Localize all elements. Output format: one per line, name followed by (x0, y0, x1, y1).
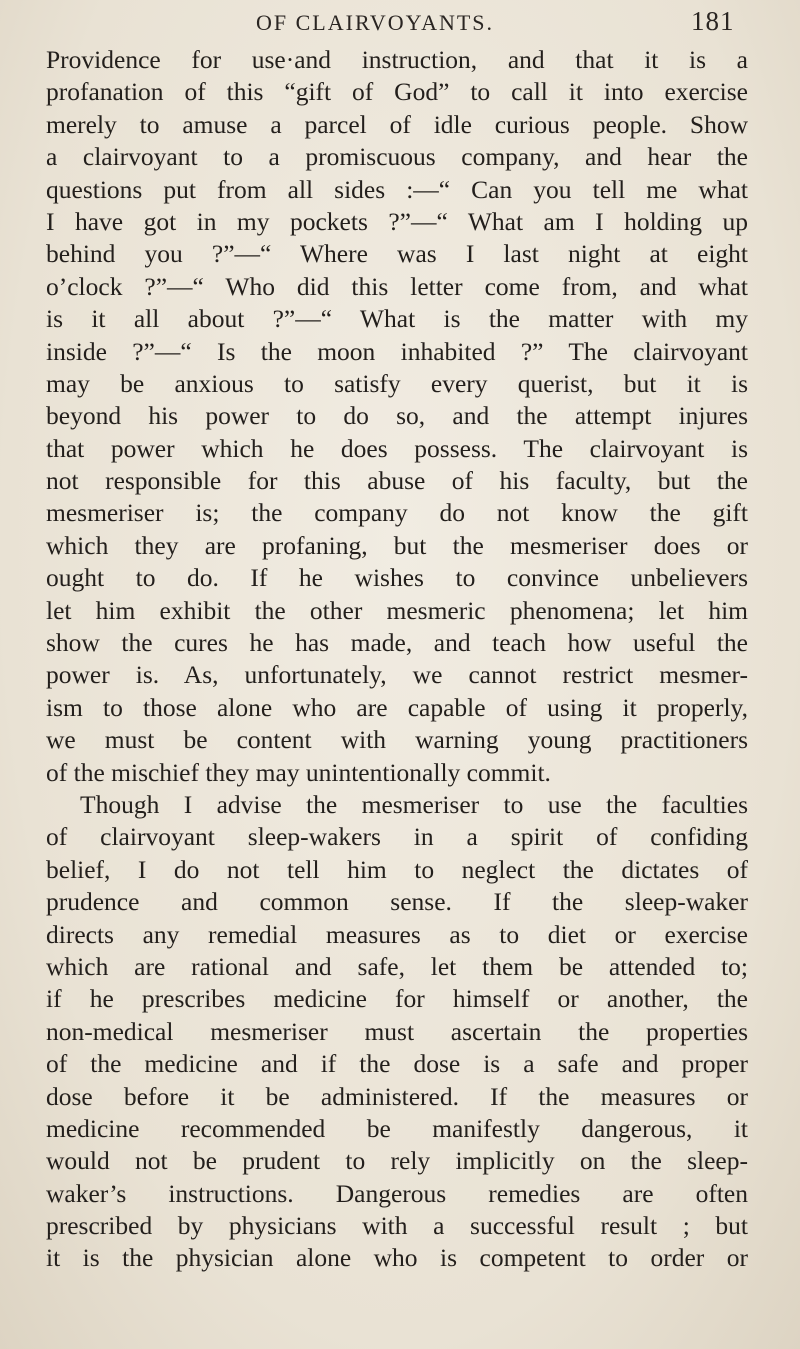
text-line: mesmeriser is; the company do not know the gift (46, 498, 748, 528)
text-line: I have got in my pockets ?”—“ What am I holding up (46, 206, 748, 236)
text-line: of the medicine and if the dose is a safe and proper (46, 1049, 748, 1079)
text-line: prudence and common sense. If the sleep-waker (46, 887, 748, 917)
page-number: 181 (691, 6, 735, 36)
text-line: if he prescribes medicine for himself or another, the (46, 984, 748, 1014)
text-line: non-medical mesmeriser must ascertain the properties (46, 1016, 748, 1046)
text-line: may be anxious to satisfy every querist, but it is (46, 368, 748, 398)
text-line: ought to do. If he wishes to convince unbelievers (46, 563, 748, 593)
text-line: let him exhibit the other mesmeric phenomena; let him (46, 595, 748, 625)
text-line: not responsible for this abuse of his faculty, but the (46, 466, 748, 496)
running-head (0, 6, 800, 40)
text-line: beyond his power to do so, and the attempt injures (46, 401, 748, 431)
text-line: prescribed by physicians with a successful result ; but (46, 1211, 748, 1241)
text-line: dose before it be administered. If the measures or (46, 1081, 748, 1111)
text-line: show the cures he has made, and teach how useful the (46, 628, 748, 658)
text-line: directs any remedial measures as to diet or exercise (46, 919, 748, 949)
text-line: profanation of this “gift of God” to call it into exercise (46, 77, 748, 107)
text-line: Providence for use·and instruction, and that it is a (46, 45, 748, 74)
text-line: medicine recommended be manifestly dangerous, it (46, 1113, 748, 1143)
text-line: which they are profaning, but the mesmeriser does or (46, 530, 748, 560)
text-line: ism to those alone who are capable of using it properly, (46, 692, 748, 722)
text-line: a clairvoyant to a promiscuous company, and hear the (46, 142, 748, 172)
text-line: would not be prudent to rely implicitly on the sleep- (46, 1146, 748, 1176)
text-line: it is the physician alone who is competent to order or (46, 1243, 748, 1273)
running-title: OF CLAIRVOYANTS. (256, 10, 495, 35)
paragraph-last-line: of the mischief they may unintentionally commit. (46, 757, 551, 787)
text-line: that power which he does possess. The clairvoyant is (46, 433, 748, 463)
text-line: power is. As, unfortunately, we cannot restrict mesmer- (46, 660, 748, 690)
body-text (46, 44, 748, 1275)
text-line: questions put from all sides :—“ Can you tell me what (46, 174, 748, 204)
text-line: merely to amuse a parcel of idle curious people. Show (46, 109, 748, 139)
paragraph-first-line: Though I advise the mesmeriser to use the faculties (80, 789, 748, 819)
text-line: we must be content with warning young practitioners (46, 725, 748, 755)
text-line: waker’s instructions. Dangerous remedies are often (46, 1178, 748, 1208)
text-line: inside ?”—“ Is the moon inhabited ?” The clairvoyant (46, 336, 748, 366)
text-line: belief, I do not tell him to neglect the dictates of (46, 854, 748, 884)
text-line: of clairvoyant sleep-wakers in a spirit of confiding (46, 822, 748, 852)
text-line: which are rational and safe, let them be attended to; (46, 951, 748, 981)
text-line: is it all about ?”—“ What is the matter with my (46, 304, 748, 334)
text-line: o’clock ?”—“ Who did this letter come from, and what (46, 271, 748, 301)
text-line: behind you ?”—“ Where was I last night at eight (46, 239, 748, 269)
